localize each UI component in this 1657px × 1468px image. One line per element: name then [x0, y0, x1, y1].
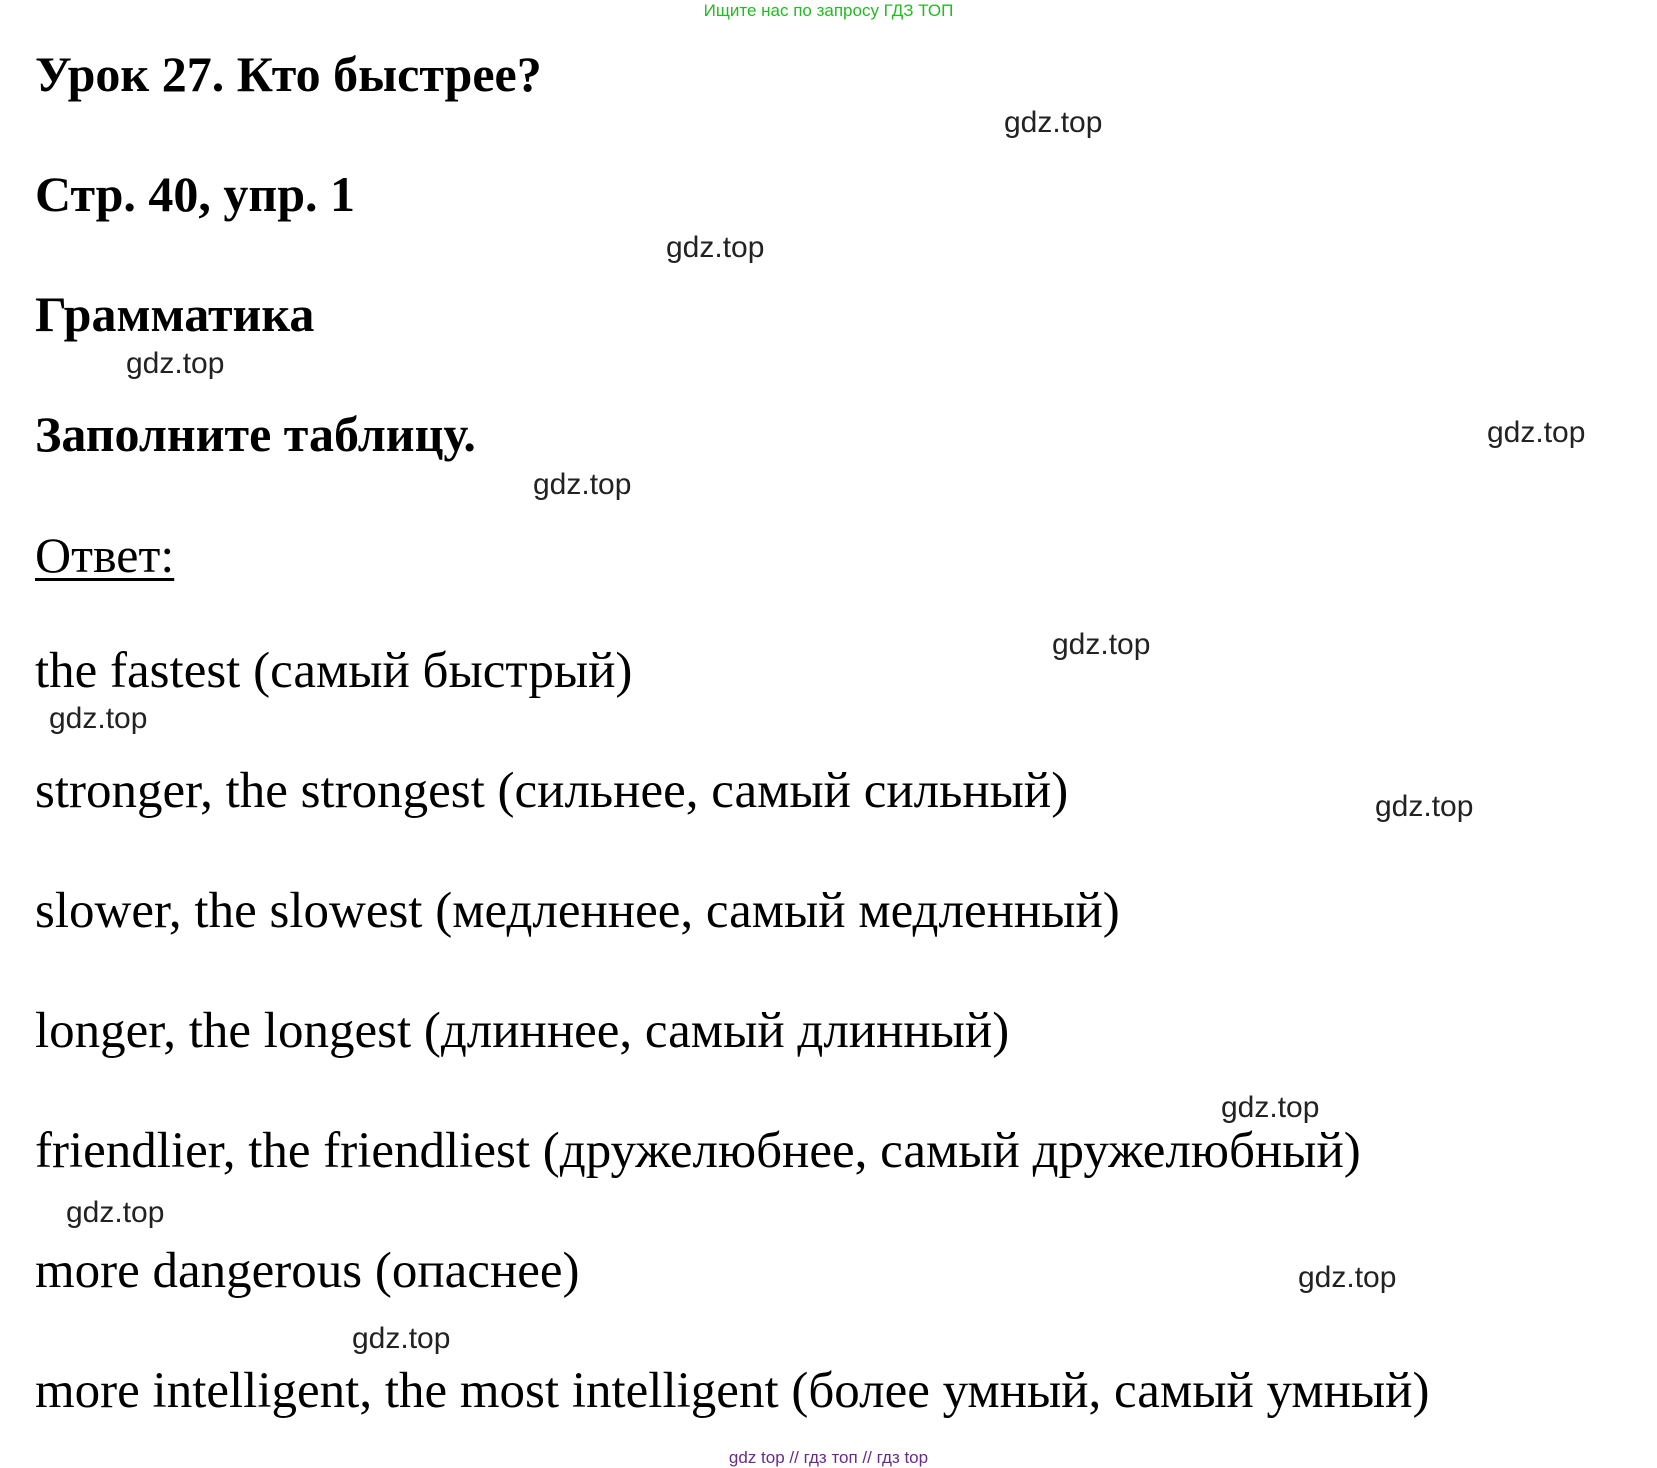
- watermark: gdz.top: [1487, 416, 1586, 449]
- watermark: gdz.top: [66, 1196, 165, 1229]
- watermark: gdz.top: [1375, 790, 1474, 823]
- watermark: gdz.top: [666, 231, 765, 264]
- answer-line-1: the fastest (самый быстрый): [35, 643, 633, 699]
- watermark: gdz.top: [49, 702, 148, 735]
- watermark: gdz.top: [1221, 1091, 1320, 1124]
- lesson-title: Урок 27. Кто быстрее?: [35, 46, 542, 102]
- watermark: gdz.top: [1052, 628, 1151, 661]
- section-heading: Грамматика: [35, 286, 315, 342]
- watermark: gdz.top: [1004, 106, 1103, 139]
- footer-watermark: gdz top // гдз топ // гдз top: [728, 1448, 929, 1467]
- page-exercise-heading: Стр. 40, упр. 1: [35, 166, 356, 222]
- answer-line-2: stronger, the strongest (сильнее, самый сильный): [35, 763, 1069, 819]
- watermark: gdz.top: [126, 347, 225, 380]
- answer-line-6: more dangerous (опаснее): [35, 1243, 580, 1299]
- answer-line-5: friendlier, the friendliest (дружелюбнее, самый дружелюбный): [35, 1123, 1361, 1179]
- watermark: gdz.top: [352, 1322, 451, 1355]
- watermark: gdz.top: [1298, 1261, 1397, 1294]
- answer-line-4: longer, the longest (длиннее, самый длинный): [35, 1003, 1010, 1059]
- task-heading: Заполните таблицу.: [35, 406, 476, 462]
- answer-line-3: slower, the slowest (медленнее, самый медленный): [35, 883, 1120, 939]
- watermark: gdz.top: [533, 468, 632, 501]
- answer-label: Ответ:: [35, 527, 175, 583]
- top-banner: Ищите нас по запросу ГДЗ ТОП: [703, 1, 954, 20]
- answer-line-7: more intelligent, the most intelligent (более умный, самый умный): [35, 1363, 1430, 1419]
